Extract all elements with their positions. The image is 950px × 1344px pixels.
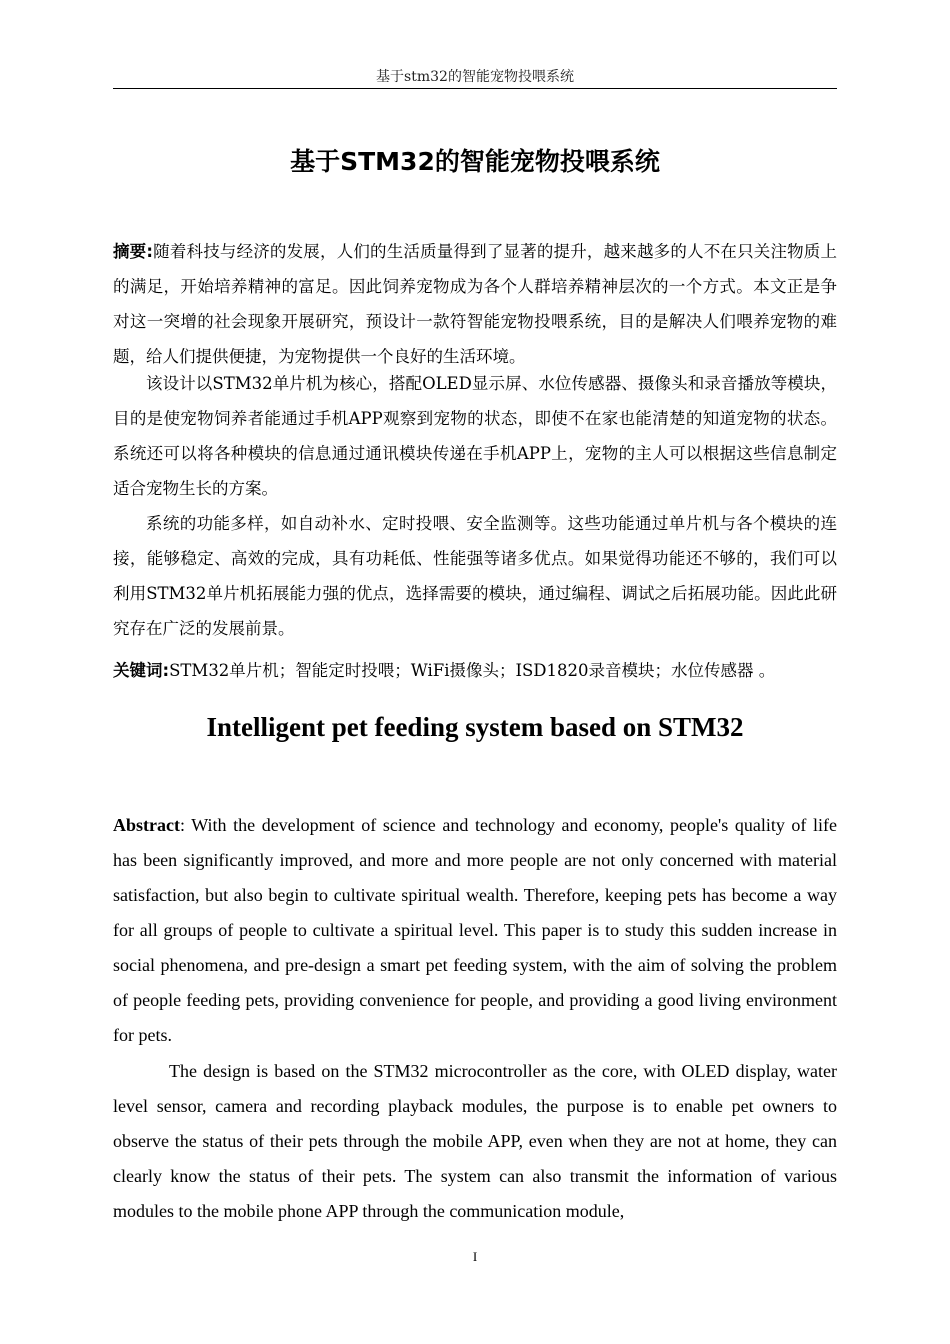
english-abstract	[113, 808, 837, 1053]
chinese-abstract	[113, 234, 837, 374]
running-header: 基于stm32的智能宠物投喂系统	[376, 69, 574, 85]
chinese-keywords	[113, 653, 837, 688]
chinese-abstract-label: 摘要:	[113, 242, 153, 261]
page-number: I	[472, 1249, 478, 1264]
english-paragraph-2: The design is based on the STM32 microcontroller as the core, with OLED display, water level sensor, camera and recording playback modules, the purpose is to enable pet owners to observe the status of their pets through the mobile APP, even when they are not at home, they can clearly know the status of their pets. The system can also transmit the information of various modules to the mobile phone APP through the communication module,	[113, 1061, 837, 1221]
english-abstract-label: Abstract	[113, 815, 180, 835]
chinese-paragraph-3: 系统的功能多样，如自动补水、定时投喂、安全监测等。这些功能通过单片机与各个模块的连接，能够稳定、高效的完成，具有功耗低、性能强等诸多优点。如果觉得功能还不够的，我们可以利用STM32单片机拓展能力强的优点，选择需要的模块，通过编程、调试之后拓展功能。因此此研究存在广泛的发展前景。	[113, 514, 837, 638]
english-title: Intelligent pet feeding system based on STM32	[206, 712, 744, 742]
chinese-paragraph-2: 该设计以STM32单片机为核心，搭配OLED显示屏、水位传感器、摄像头和录音播放等模块，目的是使宠物饲养者能通过手机APP观察到宠物的状态，即使不在家也能清楚的知道宠物的状态。系统还可以将各种模块的信息通过通讯模块传递在手机APP上，宠物的主人可以根据这些信息制定适合宠物生长的方案。	[113, 374, 837, 498]
chinese-keywords-label: 关键词:	[113, 661, 170, 680]
chinese-abstract-text: 随着科技与经济的发展，人们的生活质量得到了显著的提升，越来越多的人不在只关注物质上的满足，开始培养精神的富足。因此饲养宠物成为各个人群培养精神层次的一个方式。本文正是争对这一突增的社会现象开展研究，预设计一款符智能宠物投喂系统，目的是解决人们喂养宠物的难题，给人们提供便捷，为宠物提供一个良好的生活环境。	[113, 242, 837, 366]
header-rule	[113, 88, 837, 89]
english-abstract-text: : With the development of science and technology and economy, people's quality of life has been significantly improved, and more and more people are not only concerned with material satisfaction, but also begin to cultivate spiritual wealth. Therefore, keeping pets has become a way for all groups of people to cultivate a spiritual level. This paper is to study this sudden increase in social phenomena, and pre-design a smart pet feeding system, with the aim of solving the problem of people feeding pets, providing convenience for people, and providing a good living environment for pets.	[113, 815, 837, 1045]
chinese-keywords-text: STM32单片机；智能定时投喂；WiFi摄像头；ISD1820录音模块；水位传感器 。	[169, 661, 776, 680]
chinese-title: 基于STM32的智能宠物投喂系统	[290, 147, 660, 176]
